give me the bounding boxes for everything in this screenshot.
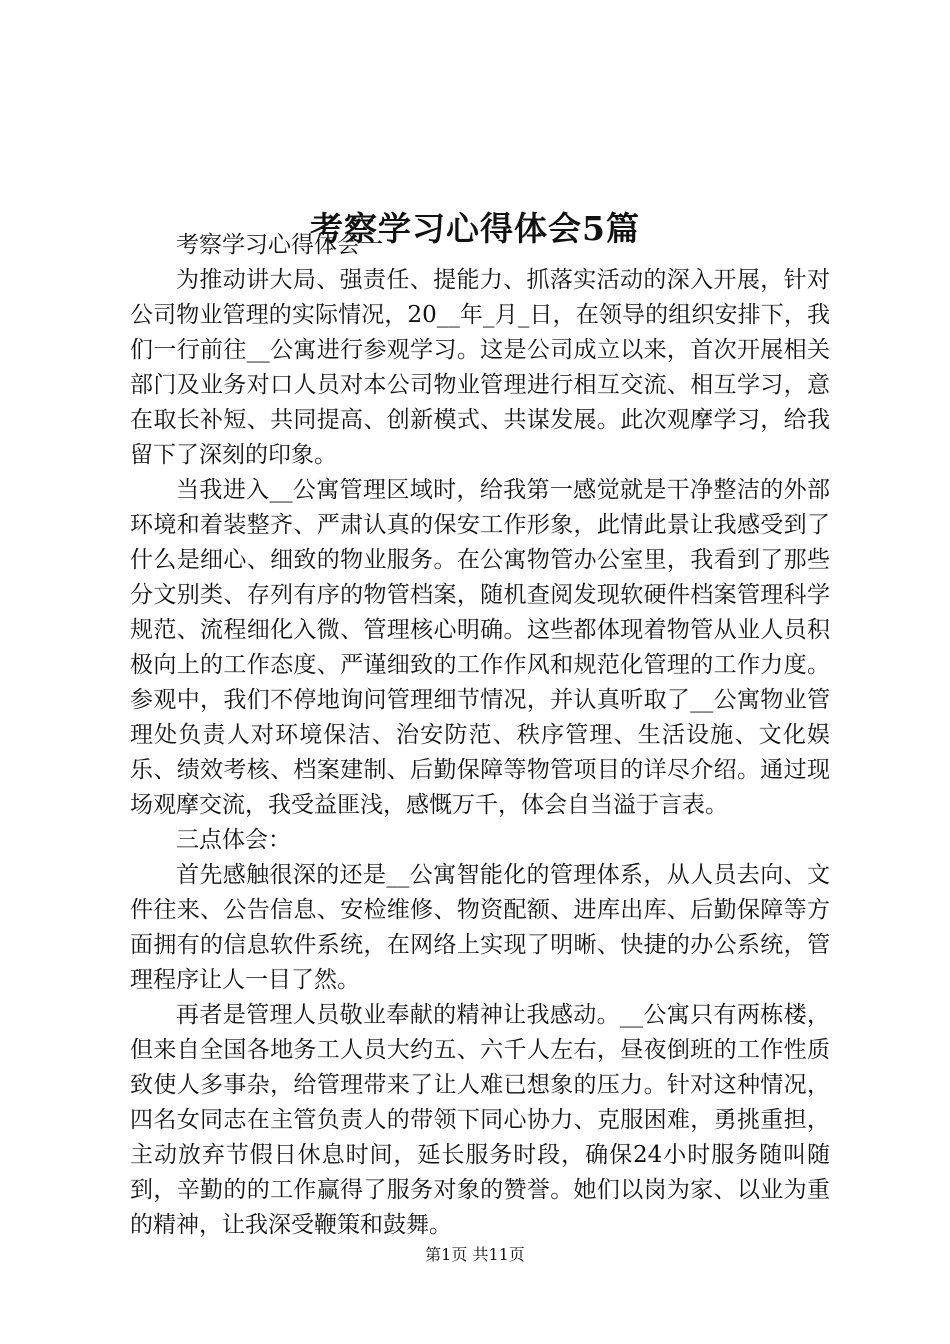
- paragraph: 为推动讲大局、强责任、提能力、抓落实活动的深入开展，针对公司物业管理的实际情况，20__年_月_日，在领导的组织安排下，我们一行前往__公寓进行参观学习。这是公司成立以来，首次开展相关部门及业务对口人员对本公司物业管理进行相互交流、相互学习，意在取长补短、共同提高、创新模式、共谋发展。此次观摩学习，给我留下了深刻的印象。: [130, 267, 830, 468]
- document-body: [130, 228, 830, 1243]
- paragraph: 当我进入__公寓管理区域时，给我第一感觉就是干净整洁的外部环境和着装整齐、严肃认真的保安工作形象，此情此景让我感受到了什么是细心、细致的物业服务。在公寓物管办公室里，我看到了那些分文别类、存列有序的物管档案，随机查阅发现软硬件档案管理科学规范、流程细化入微、管理核心明确。这些都体现着物管从业人员积极向上的工作态度、严谨细致的工作作风和规范化管理的工作力度。参观中，我们不停地询问管理细节情况，并认真听取了__公寓物业管理处负责人对环境保洁、治安防范、秩序管理、生活设施、文化娱乐、绩效考核、档案建制、后勤保障等物管项目的详尽介绍。通过现场观摩交流，我受益匪浅，感慨万千，体会自当溢于言表。: [130, 477, 830, 818]
- section-heading: 三点体会：: [176, 827, 291, 853]
- paragraph: 首先感触很深的还是__公寓智能化的管理体系，从人员去向、文件往来、公告信息、安检维修、物资配额、进库出库、后勤保障等方面拥有的信息软件系统，在网络上实现了明晰、快捷的办公系统，管理程序让人一目了然。: [130, 862, 830, 993]
- page-footer: 第1页 共11页: [425, 1245, 525, 1264]
- document-title: 考察学习心得体会5篇: [310, 209, 640, 249]
- section-heading: 考察学习心得体会一: [176, 232, 383, 258]
- paragraph: 再者是管理人员敬业奉献的精神让我感动。__公寓只有两栋楼，但来自全国各地务工人员大约五、六千人左右，昼夜倒班的工作性质致使人多事杂，给管理带来了让人难已想象的压力。针对这种情况，四名女同志在主管负责人的带领下同心协力、克服困难，勇挑重担，主动放弃节假日休息时间，延长服务时段，确保24小时服务随叫随到，辛勤的的工作赢得了服务对象的赞誉。她们以岗为家、以业为重的精神，让我深受鞭策和鼓舞。: [130, 1002, 830, 1238]
